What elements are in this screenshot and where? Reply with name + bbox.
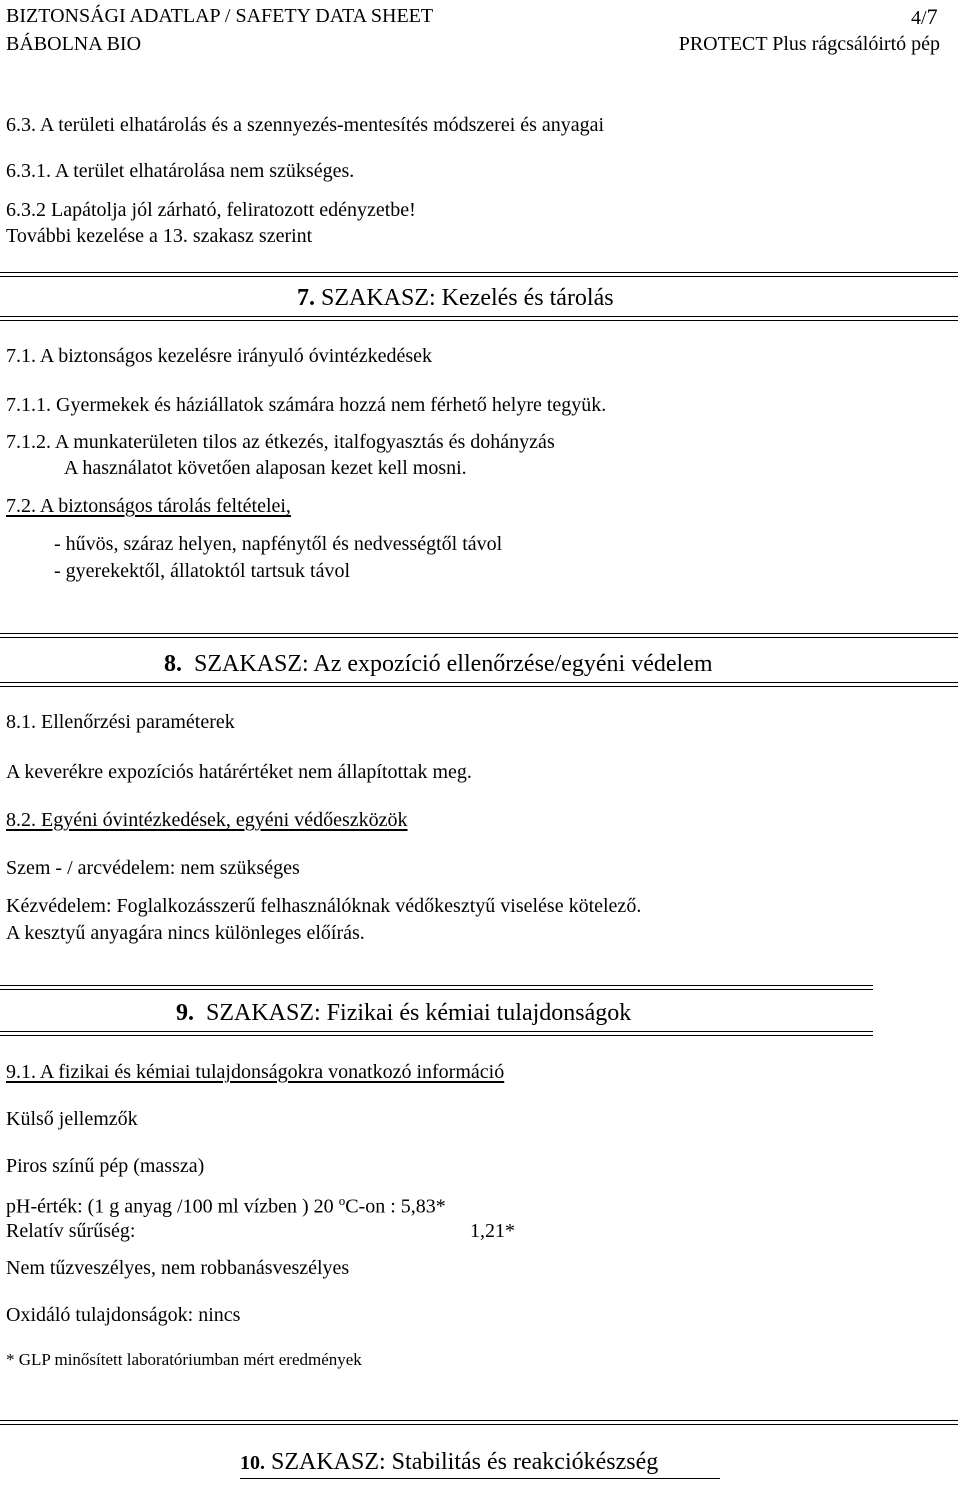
s71-heading: 7.1. A biztonságos kezelésre irányuló óvintézkedések bbox=[6, 345, 432, 367]
s72-item-1: - hűvös, száraz helyen, napfénytől és nedvességtől távol bbox=[54, 533, 503, 555]
glp-footnote: * GLP minősített laboratóriumban mért eredmények bbox=[6, 1350, 362, 1369]
section-7-title bbox=[297, 286, 614, 310]
section-8-rule-bottom bbox=[0, 682, 958, 687]
s72-item-2: - gyerekektől, állatoktól tartsuk távol bbox=[54, 560, 351, 582]
density-label: Relatív sűrűség: bbox=[6, 1220, 136, 1242]
section-10-title bbox=[240, 1450, 658, 1474]
section-9-title bbox=[176, 1001, 631, 1025]
page-current: 4/ bbox=[911, 7, 927, 29]
ph-value bbox=[6, 1194, 446, 1217]
hand-protection-1: Kézvédelem: Foglalkozásszerű felhasználóknak védőkesztyű viselése kötelező. bbox=[6, 895, 642, 917]
section-7-number: 7. bbox=[297, 285, 315, 311]
section-7-title-text: SZAKASZ: Kezelés és tárolás bbox=[315, 285, 614, 311]
section-10-underline bbox=[240, 1478, 720, 1479]
ph-degree-sup: o bbox=[338, 1193, 346, 1208]
s632-text-2: További kezelése a 13. szakasz szerint bbox=[6, 225, 313, 247]
section-9-rule-bottom bbox=[0, 1031, 873, 1036]
s631-text: 6.3.1. A terület elhatárolása nem szükséges. bbox=[6, 160, 355, 182]
section-10-title-text: SZAKASZ: Stabilitás és reakciókészség bbox=[265, 1449, 659, 1475]
oxidizing-text: Oxidáló tulajdonságok: nincs bbox=[6, 1304, 241, 1326]
s82-heading: 8.2. Egyéni óvintézkedések, egyéni védőeszközök bbox=[6, 809, 408, 831]
ph-label: pH-érték: (1 g anyag /100 ml vízben ) 20 bbox=[6, 1195, 339, 1218]
hand-protection-2: A kesztyű anyagára nincs különleges előírás. bbox=[6, 922, 365, 944]
s81-text: A keverékre expozíciós határértéket nem állapítottak meg. bbox=[6, 761, 472, 783]
flammability-text: Nem tűzveszélyes, nem robbanásveszélyes bbox=[6, 1257, 350, 1279]
s72-heading: 7.2. A biztonságos tárolás feltételei, bbox=[6, 495, 291, 517]
s712-text-2: A használatot követően alaposan kezet kell mosni. bbox=[64, 457, 467, 479]
s711-text: 7.1.1. Gyermekek és háziállatok számára hozzá nem férhető helyre tegyük. bbox=[6, 394, 607, 416]
section-9-rule bbox=[0, 985, 873, 990]
ph-result: C-on : 5,83* bbox=[345, 1195, 446, 1218]
s632-text-1: 6.3.2 Lapátolja jól zárható, feliratozott edényzetbe! bbox=[6, 199, 416, 221]
eye-protection: Szem - / arcvédelem: nem szükséges bbox=[6, 857, 300, 879]
section-10-rule bbox=[0, 1420, 958, 1425]
section-9-title-text: SZAKASZ: Fizikai és kémiai tulajdonságok bbox=[194, 1000, 632, 1026]
section-8-number: 8. bbox=[164, 651, 182, 677]
s81-heading: 8.1. Ellenőrzési paraméterek bbox=[6, 711, 235, 733]
header-company: BÁBOLNA BIO bbox=[6, 33, 142, 55]
appearance-value: Piros színű pép (massza) bbox=[6, 1155, 205, 1177]
page-total: 7 bbox=[926, 4, 938, 29]
section-9-number: 9. bbox=[176, 1000, 194, 1026]
section-8-rule bbox=[0, 633, 958, 638]
appearance-label: Külső jellemzők bbox=[6, 1108, 138, 1130]
section-10-number: 10. bbox=[240, 1452, 265, 1474]
header-product-name: PROTECT Plus rágcsálóirtó pép bbox=[678, 33, 940, 55]
section-7-rule-bottom bbox=[0, 316, 958, 321]
header-doc-title: BIZTONSÁGI ADATLAP / SAFETY DATA SHEET bbox=[6, 5, 434, 27]
section-7-rule bbox=[0, 272, 958, 277]
density-value: 1,21* bbox=[470, 1220, 515, 1242]
section-8-title bbox=[164, 652, 713, 676]
s91-heading: 9.1. A fizikai és kémiai tulajdonságokra vonatkozó információ bbox=[6, 1061, 505, 1083]
section-8-title-text: SZAKASZ: Az expozíció ellenőrzése/egyéni védelem bbox=[182, 651, 713, 677]
header-page-number bbox=[911, 6, 938, 28]
s712-text-1: 7.1.2. A munkaterületen tilos az étkezés, italfogyasztás és dohányzás bbox=[6, 431, 555, 453]
s63-heading: 6.3. A területi elhatárolás és a szennyezés-mentesítés módszerei és anyagai bbox=[6, 114, 605, 136]
